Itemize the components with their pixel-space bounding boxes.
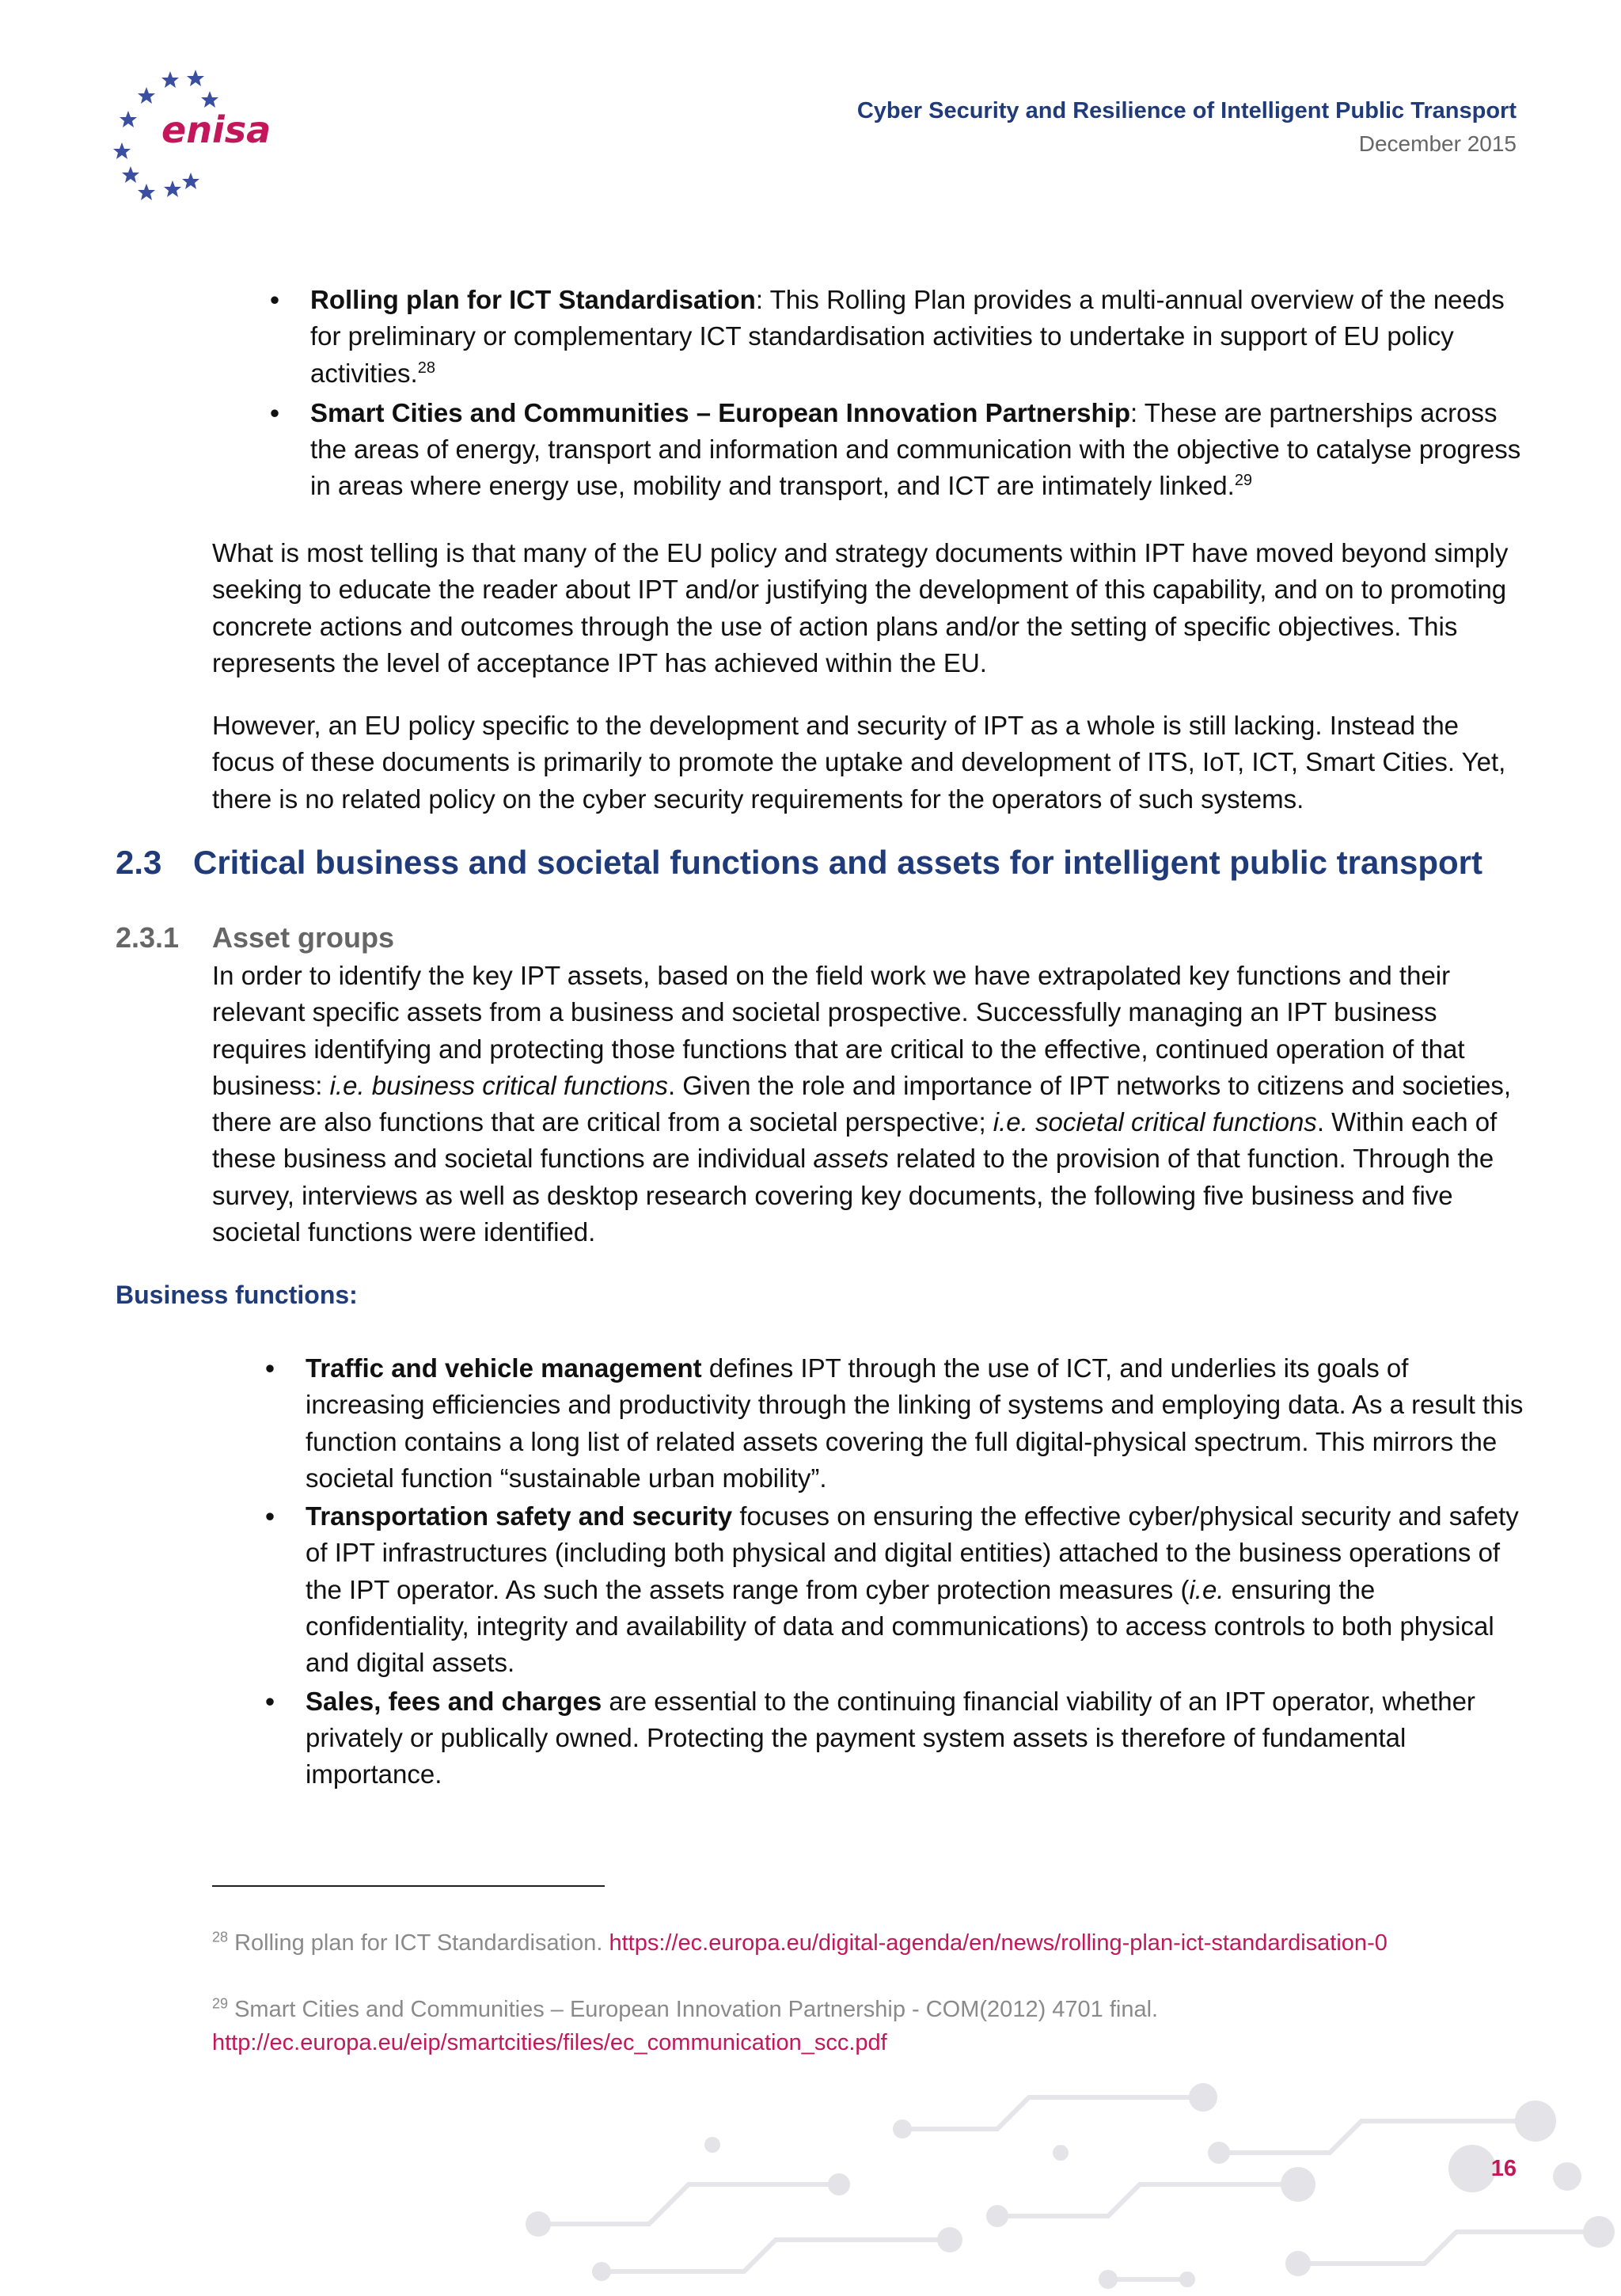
header-date: December 2015 bbox=[1358, 131, 1517, 156]
list-item: • Rolling plan for ICT Standardisation: This Rolling Plan provides a multi-annual overview of the needs for preliminary or complementary ICT standardisation activities to undertake in support of EU policy activities.$^{28}$ bbox=[310, 282, 1529, 392]
bullet-icon: • bbox=[265, 1686, 275, 1716]
page-number: 16 bbox=[1490, 2156, 1517, 2181]
enisa-logo bbox=[111, 63, 269, 206]
bullet-icon: • bbox=[265, 1353, 275, 1383]
bullet-icon: • bbox=[270, 285, 279, 314]
bullet-icon: • bbox=[265, 1501, 275, 1531]
business-functions-heading: Business functions: bbox=[116, 1281, 358, 1309]
list-item: • Traffic and vehicle management defines IPT through the use of ICT, and underlies its goals of increasing efficiencies and productivity through the linking of systems and employing data. As a result this function contains a long list of related assets covering the full digital-physical spectrum. This mirrors the societal function “sustainable urban mobility”. bbox=[306, 1350, 1529, 1497]
paragraph: However, an EU policy specific to the development and security of IPT as a whole is still lacking. Instead the focus of these documents is primarily to promote the uptake and development of ITS, IoT, ICT, Smart Cities. Yet, there is no related policy on the cyber security requirements for the operators of such systems. bbox=[212, 711, 1506, 814]
list-item: • Sales, fees and charges are essential to the continuing financial viability of an IPT operator, whether privately or publically owned. Protecting the payment system assets is therefore of fundamental importance. bbox=[306, 1683, 1529, 1793]
list-item: • Smart Cities and Communities – European Innovation Partnership: These are partnerships across the areas of energy, transport and information and communication with the objective to catalyse progress in areas where energy use, mobility and transport, and ICT are intimately linked.$^{29}$ bbox=[310, 395, 1529, 505]
footnote: $^{28}$ Rolling plan for ICT Standardisation. https://ec.europa.eu/digital-agenda/en/news/rolling-plan-ict-standardisation-0 bbox=[212, 1929, 1388, 1956]
top-bullet-list bbox=[270, 282, 1529, 505]
subsection-paragraph: In order to identify the key IPT assets, based on the field work we have extrapolated key functions and their relevant specific assets from a business and societal prospective. Successfully managing an IPT business requires identifying and protecting those functions that are critical to the effective, continued operation of that business: i.e. business critical functions. Given the role and importance of IPT networks to citizens and societies, there are also functions that are critical from a societal perspective; i.e. societal critical functions. Within each of these business and societal functions are individual assets related to the provision of that function. Through the survey, interviews as well as desktop research covering key documents, the following five business and five societal functions were identified. bbox=[212, 961, 1512, 1247]
footnote-link[interactable]: https://ec.europa.eu/digital-agenda/en/news/rolling-plan-ict-standardisation-0 bbox=[609, 1930, 1388, 1956]
header-title: Cyber Security and Resilience of Intelligent Public Transport bbox=[856, 98, 1517, 123]
list-item: • Transportation safety and security focuses on ensuring the effective cyber/physical security and safety of IPT infrastructures (including both physical and digital entities) attached to the business operations of the IPT operator. As such the assets range from cyber protection measures (i.e. ensuring the confidentiality, integrity and availability of data and communications) to access controls to both physical and digital assets. bbox=[306, 1498, 1529, 1681]
footnote-link[interactable]: http://ec.europa.eu/eip/smartcities/files/ec_communication_scc.pdf bbox=[212, 2030, 887, 2055]
circuit-decoration bbox=[507, 2058, 1621, 2292]
subsection-heading: 2.3.1 Asset groups bbox=[116, 921, 395, 954]
footnote-ref[interactable]: 29 bbox=[1234, 472, 1253, 490]
business-bullet-list bbox=[265, 1350, 1529, 1793]
footnote: $^{29}$ Smart Cities and Communities – European Innovation Partnership - COM(2012) 4701 final. http://ec.europa.eu/eip/smartcities/files/ec_communication_scc.pdf bbox=[212, 1995, 1159, 2055]
logo-wordmark: enisa bbox=[161, 108, 269, 151]
bullet-icon: • bbox=[270, 397, 279, 427]
paragraph: What is most telling is that many of the EU policy and strategy documents within IPT have moved beyond simply seeking to educate the reader about IPT and/or justifying the development of this capability, and on to promoting concrete actions and outcomes through the use of action plans and/or the setting of specific objectives. This represents the level of acceptance IPT has achieved within the EU. bbox=[212, 538, 1509, 677]
footnote-ref[interactable]: 28 bbox=[417, 359, 435, 377]
section-heading: 2.3 Critical business and societal functions and assets for intelligent public transport bbox=[116, 844, 1482, 881]
footnote-divider bbox=[212, 1885, 605, 1887]
